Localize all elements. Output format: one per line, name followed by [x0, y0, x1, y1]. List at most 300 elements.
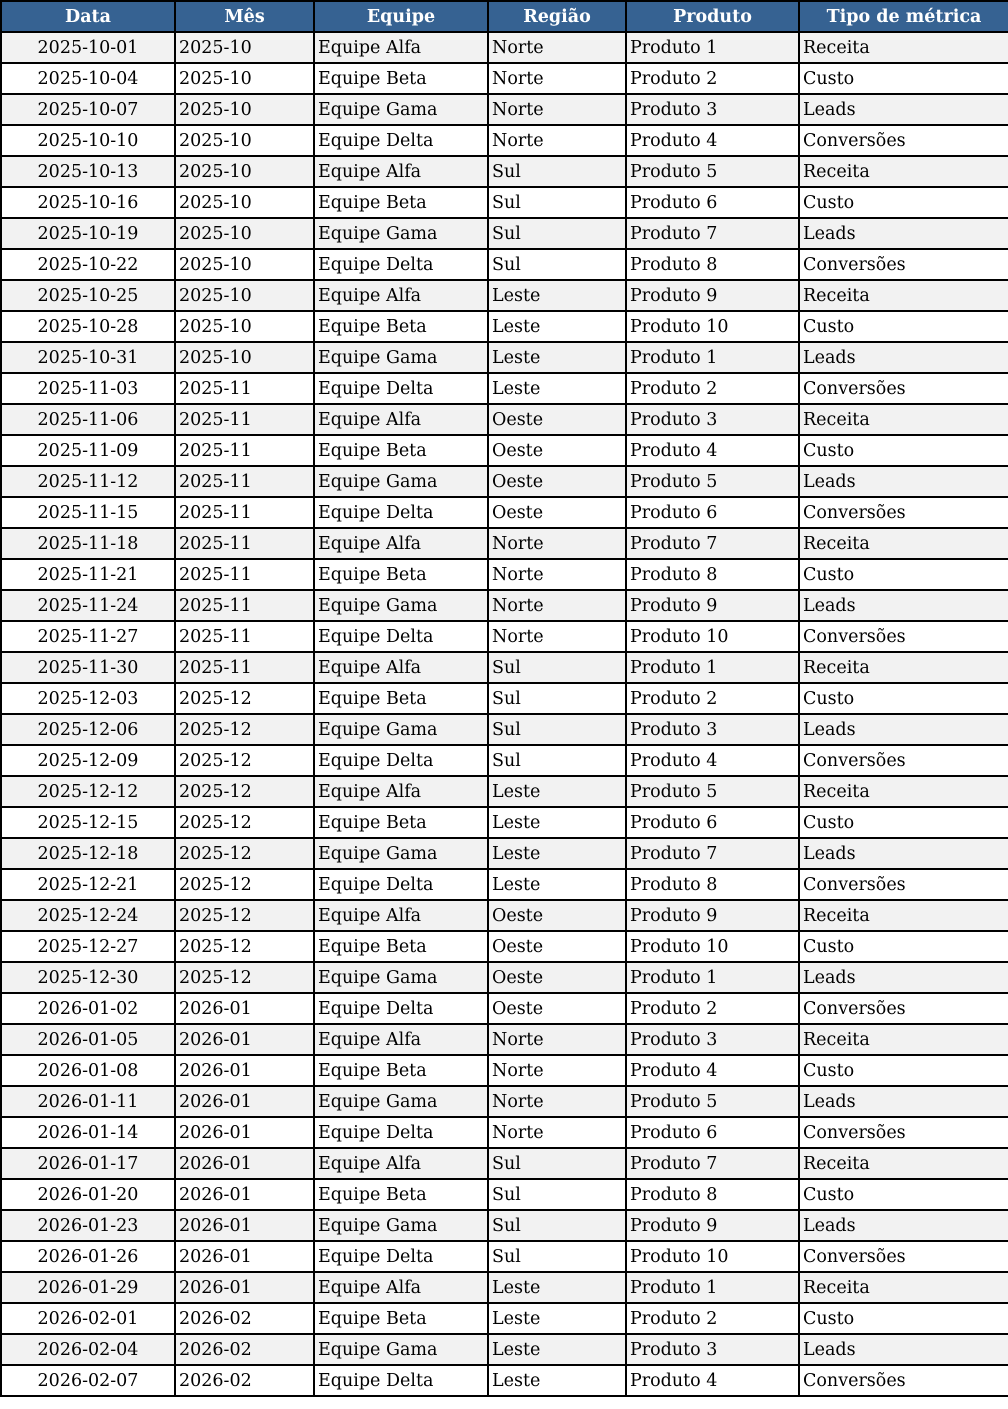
cell-data: 2025-11-21	[1, 559, 175, 590]
cell-metrica: Receita	[799, 652, 1008, 683]
cell-mes: 2025-12	[175, 776, 314, 807]
cell-data: 2025-10-16	[1, 187, 175, 218]
cell-mes: 2026-01	[175, 1272, 314, 1303]
cell-metrica: Leads	[799, 590, 1008, 621]
cell-equipe: Equipe Alfa	[314, 156, 488, 187]
cell-regiao: Leste	[488, 1272, 626, 1303]
cell-metrica: Receita	[799, 1148, 1008, 1179]
cell-equipe: Equipe Beta	[314, 187, 488, 218]
cell-mes: 2026-01	[175, 1024, 314, 1055]
cell-produto: Produto 3	[626, 1334, 799, 1365]
table-row	[1, 32, 1008, 63]
cell-metrica: Leads	[799, 1334, 1008, 1365]
cell-produto: Produto 2	[626, 1303, 799, 1334]
cell-metrica: Custo	[799, 435, 1008, 466]
table-row	[1, 931, 1008, 962]
cell-mes: 2026-02	[175, 1334, 314, 1365]
cell-data: 2025-10-25	[1, 280, 175, 311]
cell-equipe: Equipe Delta	[314, 125, 488, 156]
cell-equipe: Equipe Gama	[314, 714, 488, 745]
cell-metrica: Custo	[799, 683, 1008, 714]
cell-data: 2026-02-07	[1, 1365, 175, 1396]
cell-metrica: Custo	[799, 187, 1008, 218]
cell-produto: Produto 2	[626, 63, 799, 94]
cell-produto: Produto 7	[626, 218, 799, 249]
cell-regiao: Leste	[488, 1303, 626, 1334]
table-row	[1, 838, 1008, 869]
cell-mes: 2025-10	[175, 63, 314, 94]
cell-produto: Produto 1	[626, 962, 799, 993]
cell-produto: Produto 8	[626, 559, 799, 590]
cell-regiao: Sul	[488, 187, 626, 218]
cell-equipe: Equipe Beta	[314, 1303, 488, 1334]
cell-regiao: Sul	[488, 1148, 626, 1179]
cell-metrica: Leads	[799, 962, 1008, 993]
cell-data: 2025-10-01	[1, 32, 175, 63]
cell-produto: Produto 9	[626, 590, 799, 621]
cell-metrica: Custo	[799, 559, 1008, 590]
cell-metrica: Custo	[799, 311, 1008, 342]
cell-mes: 2025-11	[175, 435, 314, 466]
table-row	[1, 590, 1008, 621]
cell-data: 2026-01-11	[1, 1086, 175, 1117]
cell-data: 2025-12-03	[1, 683, 175, 714]
cell-mes: 2025-10	[175, 187, 314, 218]
cell-equipe: Equipe Gama	[314, 590, 488, 621]
cell-data: 2026-01-05	[1, 1024, 175, 1055]
cell-metrica: Custo	[799, 1179, 1008, 1210]
cell-regiao: Sul	[488, 218, 626, 249]
cell-regiao: Norte	[488, 1117, 626, 1148]
cell-metrica: Conversões	[799, 497, 1008, 528]
cell-regiao: Sul	[488, 1210, 626, 1241]
cell-regiao: Sul	[488, 652, 626, 683]
cell-mes: 2025-11	[175, 404, 314, 435]
cell-produto: Produto 6	[626, 497, 799, 528]
cell-regiao: Leste	[488, 1334, 626, 1365]
cell-data: 2025-12-18	[1, 838, 175, 869]
table-row	[1, 869, 1008, 900]
cell-regiao: Norte	[488, 1055, 626, 1086]
cell-regiao: Oeste	[488, 900, 626, 931]
cell-data: 2025-11-27	[1, 621, 175, 652]
cell-mes: 2025-10	[175, 32, 314, 63]
cell-data: 2026-01-20	[1, 1179, 175, 1210]
cell-equipe: Equipe Delta	[314, 373, 488, 404]
table-row	[1, 900, 1008, 931]
table-row	[1, 1148, 1008, 1179]
cell-mes: 2026-01	[175, 1055, 314, 1086]
cell-metrica: Leads	[799, 218, 1008, 249]
table-row	[1, 63, 1008, 94]
cell-metrica: Receita	[799, 900, 1008, 931]
cell-mes: 2025-11	[175, 621, 314, 652]
cell-metrica: Custo	[799, 807, 1008, 838]
table-row	[1, 435, 1008, 466]
cell-metrica: Custo	[799, 931, 1008, 962]
cell-metrica: Conversões	[799, 249, 1008, 280]
cell-metrica: Conversões	[799, 745, 1008, 776]
table-row	[1, 466, 1008, 497]
cell-mes: 2025-12	[175, 807, 314, 838]
cell-mes: 2025-12	[175, 869, 314, 900]
cell-mes: 2026-01	[175, 1210, 314, 1241]
cell-regiao: Oeste	[488, 931, 626, 962]
cell-produto: Produto 2	[626, 683, 799, 714]
cell-produto: Produto 5	[626, 1086, 799, 1117]
cell-metrica: Leads	[799, 1086, 1008, 1117]
cell-equipe: Equipe Alfa	[314, 32, 488, 63]
cell-regiao: Oeste	[488, 497, 626, 528]
cell-metrica: Receita	[799, 404, 1008, 435]
cell-metrica: Conversões	[799, 1117, 1008, 1148]
table-row	[1, 1303, 1008, 1334]
cell-metrica: Leads	[799, 1210, 1008, 1241]
cell-mes: 2026-01	[175, 1241, 314, 1272]
cell-produto: Produto 3	[626, 94, 799, 125]
cell-mes: 2025-12	[175, 838, 314, 869]
cell-metrica: Custo	[799, 1303, 1008, 1334]
cell-produto: Produto 7	[626, 1148, 799, 1179]
cell-mes: 2025-10	[175, 218, 314, 249]
cell-metrica: Conversões	[799, 621, 1008, 652]
table-row	[1, 528, 1008, 559]
cell-metrica: Receita	[799, 1272, 1008, 1303]
cell-equipe: Equipe Gama	[314, 218, 488, 249]
cell-mes: 2026-01	[175, 993, 314, 1024]
cell-data: 2026-02-01	[1, 1303, 175, 1334]
table-row	[1, 125, 1008, 156]
cell-regiao: Norte	[488, 621, 626, 652]
cell-data: 2026-01-17	[1, 1148, 175, 1179]
cell-equipe: Equipe Beta	[314, 931, 488, 962]
table-row	[1, 249, 1008, 280]
cell-data: 2025-11-30	[1, 652, 175, 683]
cell-produto: Produto 3	[626, 404, 799, 435]
cell-regiao: Sul	[488, 683, 626, 714]
table-row	[1, 342, 1008, 373]
cell-data: 2025-10-10	[1, 125, 175, 156]
cell-data: 2025-11-12	[1, 466, 175, 497]
cell-mes: 2025-11	[175, 590, 314, 621]
cell-produto: Produto 5	[626, 156, 799, 187]
cell-metrica: Leads	[799, 342, 1008, 373]
cell-regiao: Leste	[488, 838, 626, 869]
table-row	[1, 156, 1008, 187]
cell-metrica: Receita	[799, 528, 1008, 559]
cell-mes: 2025-10	[175, 280, 314, 311]
cell-regiao: Sul	[488, 745, 626, 776]
cell-equipe: Equipe Gama	[314, 1210, 488, 1241]
cell-produto: Produto 10	[626, 621, 799, 652]
table-row	[1, 218, 1008, 249]
table-row	[1, 1055, 1008, 1086]
column-header-equipe: Equipe	[314, 1, 488, 32]
cell-regiao: Leste	[488, 776, 626, 807]
cell-regiao: Sul	[488, 249, 626, 280]
cell-equipe: Equipe Beta	[314, 63, 488, 94]
cell-produto: Produto 8	[626, 249, 799, 280]
cell-regiao: Sul	[488, 714, 626, 745]
cell-regiao: Oeste	[488, 466, 626, 497]
table-row	[1, 559, 1008, 590]
cell-equipe: Equipe Alfa	[314, 1272, 488, 1303]
cell-data: 2025-11-24	[1, 590, 175, 621]
cell-regiao: Oeste	[488, 993, 626, 1024]
cell-regiao: Leste	[488, 807, 626, 838]
cell-regiao: Leste	[488, 342, 626, 373]
cell-equipe: Equipe Beta	[314, 435, 488, 466]
column-header-data: Data	[1, 1, 175, 32]
cell-equipe: Equipe Alfa	[314, 280, 488, 311]
table-row	[1, 1365, 1008, 1396]
table-row	[1, 1086, 1008, 1117]
cell-data: 2026-01-08	[1, 1055, 175, 1086]
cell-mes: 2026-01	[175, 1148, 314, 1179]
cell-equipe: Equipe Delta	[314, 993, 488, 1024]
cell-equipe: Equipe Beta	[314, 311, 488, 342]
cell-regiao: Leste	[488, 373, 626, 404]
cell-metrica: Receita	[799, 32, 1008, 63]
cell-produto: Produto 6	[626, 187, 799, 218]
cell-regiao: Norte	[488, 559, 626, 590]
cell-mes: 2025-11	[175, 652, 314, 683]
cell-mes: 2025-12	[175, 900, 314, 931]
table-row	[1, 1241, 1008, 1272]
cell-data: 2025-10-28	[1, 311, 175, 342]
cell-produto: Produto 5	[626, 466, 799, 497]
cell-data: 2025-10-19	[1, 218, 175, 249]
cell-equipe: Equipe Gama	[314, 94, 488, 125]
cell-regiao: Leste	[488, 1365, 626, 1396]
cell-data: 2026-01-14	[1, 1117, 175, 1148]
cell-mes: 2025-12	[175, 962, 314, 993]
cell-data: 2026-01-29	[1, 1272, 175, 1303]
cell-data: 2026-01-26	[1, 1241, 175, 1272]
cell-produto: Produto 6	[626, 1117, 799, 1148]
cell-data: 2025-12-12	[1, 776, 175, 807]
cell-regiao: Norte	[488, 63, 626, 94]
cell-mes: 2026-01	[175, 1117, 314, 1148]
cell-mes: 2025-11	[175, 559, 314, 590]
column-header-regiao: Região	[488, 1, 626, 32]
cell-produto: Produto 1	[626, 342, 799, 373]
cell-produto: Produto 4	[626, 435, 799, 466]
table-row	[1, 373, 1008, 404]
table-row	[1, 621, 1008, 652]
cell-equipe: Equipe Alfa	[314, 652, 488, 683]
table-row	[1, 1179, 1008, 1210]
cell-equipe: Equipe Beta	[314, 1055, 488, 1086]
cell-produto: Produto 7	[626, 838, 799, 869]
cell-equipe: Equipe Delta	[314, 1241, 488, 1272]
cell-mes: 2026-02	[175, 1365, 314, 1396]
cell-metrica: Custo	[799, 63, 1008, 94]
cell-data: 2025-11-09	[1, 435, 175, 466]
cell-equipe: Equipe Beta	[314, 683, 488, 714]
cell-mes: 2025-12	[175, 714, 314, 745]
table-row	[1, 683, 1008, 714]
cell-equipe: Equipe Gama	[314, 838, 488, 869]
cell-produto: Produto 1	[626, 1272, 799, 1303]
cell-produto: Produto 4	[626, 1055, 799, 1086]
cell-metrica: Conversões	[799, 125, 1008, 156]
cell-data: 2025-10-22	[1, 249, 175, 280]
cell-regiao: Sul	[488, 1241, 626, 1272]
cell-metrica: Leads	[799, 714, 1008, 745]
cell-data: 2025-12-24	[1, 900, 175, 931]
header-row	[1, 1, 1008, 32]
cell-data: 2025-12-27	[1, 931, 175, 962]
cell-produto: Produto 8	[626, 869, 799, 900]
table-body	[1, 32, 1008, 1396]
cell-mes: 2025-10	[175, 94, 314, 125]
cell-equipe: Equipe Alfa	[314, 900, 488, 931]
cell-equipe: Equipe Delta	[314, 497, 488, 528]
table-row	[1, 714, 1008, 745]
cell-equipe: Equipe Gama	[314, 342, 488, 373]
cell-equipe: Equipe Beta	[314, 559, 488, 590]
column-header-produto: Produto	[626, 1, 799, 32]
cell-produto: Produto 2	[626, 993, 799, 1024]
cell-regiao: Oeste	[488, 962, 626, 993]
table-row	[1, 1272, 1008, 1303]
table-row	[1, 94, 1008, 125]
cell-regiao: Leste	[488, 280, 626, 311]
cell-produto: Produto 4	[626, 125, 799, 156]
column-header-metrica: Tipo de métrica	[799, 1, 1008, 32]
cell-produto: Produto 10	[626, 931, 799, 962]
cell-equipe: Equipe Alfa	[314, 776, 488, 807]
cell-regiao: Norte	[488, 1086, 626, 1117]
cell-metrica: Receita	[799, 156, 1008, 187]
cell-equipe: Equipe Delta	[314, 621, 488, 652]
cell-data: 2025-12-30	[1, 962, 175, 993]
table-row	[1, 311, 1008, 342]
table-row	[1, 187, 1008, 218]
cell-metrica: Custo	[799, 1055, 1008, 1086]
cell-data: 2025-10-31	[1, 342, 175, 373]
cell-metrica: Receita	[799, 280, 1008, 311]
cell-regiao: Oeste	[488, 404, 626, 435]
cell-data: 2025-12-15	[1, 807, 175, 838]
table-row	[1, 652, 1008, 683]
cell-equipe: Equipe Delta	[314, 869, 488, 900]
cell-produto: Produto 3	[626, 714, 799, 745]
cell-data: 2025-10-07	[1, 94, 175, 125]
table-row	[1, 497, 1008, 528]
cell-produto: Produto 8	[626, 1179, 799, 1210]
cell-equipe: Equipe Gama	[314, 466, 488, 497]
cell-metrica: Leads	[799, 94, 1008, 125]
cell-produto: Produto 4	[626, 745, 799, 776]
cell-produto: Produto 9	[626, 1210, 799, 1241]
cell-data: 2026-01-02	[1, 993, 175, 1024]
table-row	[1, 280, 1008, 311]
cell-mes: 2025-11	[175, 528, 314, 559]
table-row	[1, 1334, 1008, 1365]
cell-data: 2025-11-06	[1, 404, 175, 435]
cell-produto: Produto 10	[626, 311, 799, 342]
table-row	[1, 1024, 1008, 1055]
cell-equipe: Equipe Gama	[314, 962, 488, 993]
cell-produto: Produto 5	[626, 776, 799, 807]
cell-regiao: Norte	[488, 528, 626, 559]
cell-mes: 2026-01	[175, 1179, 314, 1210]
cell-regiao: Sul	[488, 156, 626, 187]
cell-equipe: Equipe Gama	[314, 1086, 488, 1117]
cell-mes: 2026-02	[175, 1303, 314, 1334]
cell-regiao: Oeste	[488, 435, 626, 466]
cell-mes: 2025-11	[175, 466, 314, 497]
cell-metrica: Conversões	[799, 1365, 1008, 1396]
cell-data: 2025-11-18	[1, 528, 175, 559]
table-row	[1, 776, 1008, 807]
cell-mes: 2025-10	[175, 342, 314, 373]
cell-data: 2026-02-04	[1, 1334, 175, 1365]
cell-mes: 2025-11	[175, 373, 314, 404]
table-row	[1, 1117, 1008, 1148]
cell-equipe: Equipe Alfa	[314, 1148, 488, 1179]
cell-metrica: Receita	[799, 776, 1008, 807]
cell-produto: Produto 1	[626, 32, 799, 63]
table-row	[1, 745, 1008, 776]
cell-metrica: Receita	[799, 1024, 1008, 1055]
cell-equipe: Equipe Delta	[314, 1117, 488, 1148]
cell-equipe: Equipe Alfa	[314, 528, 488, 559]
cell-regiao: Leste	[488, 311, 626, 342]
cell-metrica: Conversões	[799, 993, 1008, 1024]
cell-data: 2025-12-06	[1, 714, 175, 745]
cell-produto: Produto 7	[626, 528, 799, 559]
cell-data: 2025-10-13	[1, 156, 175, 187]
cell-mes: 2025-12	[175, 931, 314, 962]
table-row	[1, 404, 1008, 435]
cell-metrica: Conversões	[799, 1241, 1008, 1272]
cell-data: 2025-11-15	[1, 497, 175, 528]
table-header	[1, 1, 1008, 32]
cell-metrica: Conversões	[799, 373, 1008, 404]
cell-regiao: Norte	[488, 32, 626, 63]
cell-data: 2025-11-03	[1, 373, 175, 404]
cell-regiao: Leste	[488, 869, 626, 900]
cell-data: 2025-12-21	[1, 869, 175, 900]
cell-equipe: Equipe Beta	[314, 807, 488, 838]
cell-equipe: Equipe Delta	[314, 745, 488, 776]
table-row	[1, 807, 1008, 838]
cell-equipe: Equipe Delta	[314, 1365, 488, 1396]
table-row	[1, 993, 1008, 1024]
cell-data: 2025-12-09	[1, 745, 175, 776]
cell-data: 2025-10-04	[1, 63, 175, 94]
cell-produto: Produto 4	[626, 1365, 799, 1396]
cell-metrica: Leads	[799, 466, 1008, 497]
cell-equipe: Equipe Alfa	[314, 1024, 488, 1055]
cell-mes: 2025-12	[175, 745, 314, 776]
cell-mes: 2025-10	[175, 156, 314, 187]
cell-mes: 2025-10	[175, 311, 314, 342]
cell-mes: 2025-10	[175, 249, 314, 280]
cell-produto: Produto 6	[626, 807, 799, 838]
cell-produto: Produto 3	[626, 1024, 799, 1055]
cell-mes: 2026-01	[175, 1086, 314, 1117]
cell-data: 2026-01-23	[1, 1210, 175, 1241]
cell-produto: Produto 9	[626, 280, 799, 311]
table-row	[1, 1210, 1008, 1241]
cell-produto: Produto 2	[626, 373, 799, 404]
cell-produto: Produto 10	[626, 1241, 799, 1272]
cell-metrica: Conversões	[799, 869, 1008, 900]
